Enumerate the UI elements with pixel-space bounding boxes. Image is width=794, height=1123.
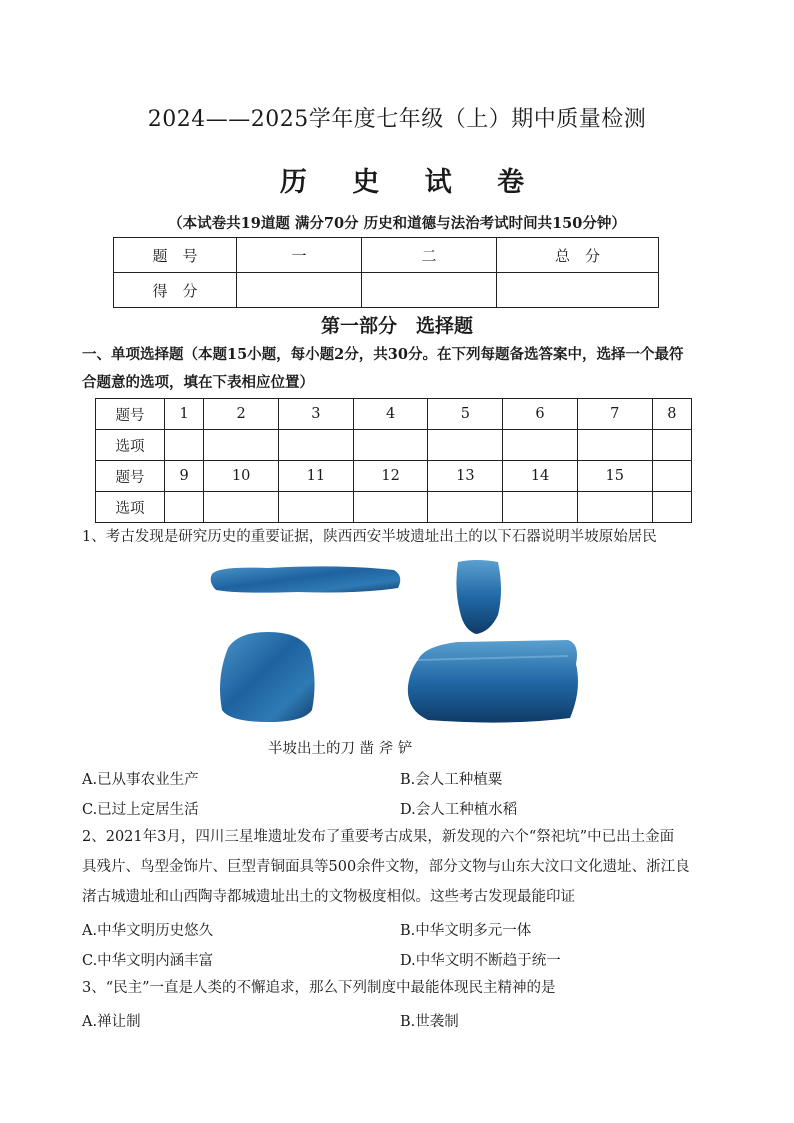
stone-knife [211,566,401,592]
answer-cell[interactable] [353,430,428,461]
table-cell: 2 [204,399,279,430]
table-cell: 11 [279,461,354,492]
stone-chisel [456,560,501,634]
table-row [96,399,692,430]
question-1-stem: 1、考古发现是研究历史的重要证据，陕西西安半坡遗址出土的以下石器说明半坡原始居民 [82,529,657,545]
answer-cell[interactable] [279,492,354,523]
stone-axe [220,632,315,722]
table-cell: 7 [577,399,652,430]
table-cell: 二 [362,238,497,273]
answer-cell[interactable] [204,430,279,461]
answer-cell[interactable] [279,430,354,461]
q2-option-d[interactable]: D.中华文明不断趋于统一 [400,953,561,969]
table-cell: 15 [577,461,652,492]
table-row [96,461,692,492]
table-cell: 总 分 [497,238,659,273]
table-cell: 题号 [96,399,165,430]
score-input-cell[interactable] [237,273,362,308]
q3-option-b[interactable]: B.世袭制 [400,1014,459,1030]
table-row [96,430,692,461]
table-cell: 选项 [96,492,165,523]
answer-cell[interactable] [165,430,204,461]
q2-option-c[interactable]: C.中华文明内涵丰富 [82,953,214,969]
instructions-line-1: 一、单项选择题（本题15小题，每小题2分，共30分。在下列每题备选答案中，选择一个最符 [82,346,684,363]
table-cell: 14 [503,461,578,492]
stone-tools-illustration [208,560,768,735]
answer-cell[interactable] [503,430,578,461]
answer-cell[interactable] [577,430,652,461]
table-cell: 9 [165,461,204,492]
question-2-line-1: 2、2021年3月，四川三星堆遗址发布了重要考古成果，新发现的六个“祭祀坑”中已出土金面 [82,829,675,845]
table-row [96,492,692,523]
answer-cell[interactable] [428,492,503,523]
score-input-cell[interactable] [362,273,497,308]
table-cell: 4 [353,399,428,430]
stone-spade [408,640,578,723]
table-cell: 3 [279,399,354,430]
answer-cell[interactable] [204,492,279,523]
score-table [113,237,659,308]
answer-table [95,398,692,523]
question-3-stem: 3、“民主”一直是人类的不懈追求，那么下列制度中最能体现民主精神的是 [82,980,556,996]
table-row [114,238,659,273]
answer-cell[interactable] [165,492,204,523]
table-cell: 一 [237,238,362,273]
table-cell [652,461,691,492]
table-cell: 13 [428,461,503,492]
q2-option-b[interactable]: B.中华文明多元一体 [400,923,532,939]
table-cell: 得 分 [114,273,237,308]
subject-title: 历 史 试 卷 [279,167,543,198]
table-cell: 8 [652,399,691,430]
table-cell: 6 [503,399,578,430]
q1-option-d[interactable]: D.会人工种植水稻 [400,802,518,818]
answer-cell[interactable] [503,492,578,523]
answer-cell[interactable] [353,492,428,523]
table-cell: 5 [428,399,503,430]
table-cell: 12 [353,461,428,492]
score-input-cell[interactable] [497,273,659,308]
table-cell: 10 [204,461,279,492]
section-title: 第一部分 选择题 [320,315,473,337]
q1-option-a[interactable]: A.已从事农业生产 [82,772,199,788]
answer-cell[interactable] [577,492,652,523]
q3-option-a[interactable]: A.禅让制 [82,1014,141,1030]
question-2-line-3: 渚古城遗址和山西陶寺都城遗址出土的文物极度相似。这些考古发现最能印证 [82,889,575,905]
exam-note: （本试卷共19道题 满分70分 历史和道德与法治考试时间共150分钟） [168,215,626,232]
table-cell: 题 号 [114,238,237,273]
answer-cell[interactable] [652,430,691,461]
exam-title: 2024——2025学年度七年级（上）期中质量检测 [147,107,647,132]
table-cell: 1 [165,399,204,430]
q1-option-b[interactable]: B.会人工种植粟 [400,772,503,788]
q1-option-c[interactable]: C.已过上定居生活 [82,802,199,818]
table-cell: 选项 [96,430,165,461]
stone-tools-figure [208,560,768,735]
question-2-line-2: 具残片、鸟型金饰片、巨型青铜面具等500余件文物，部分文物与山东大汶口文化遗址、浙江良 [82,859,690,875]
answer-cell[interactable] [652,492,691,523]
table-row [114,273,659,308]
figure-caption: 半坡出土的刀 凿 斧 铲 [268,741,413,757]
instructions-line-2: 合题意的选项，填在下表相应位置） [82,374,314,391]
answer-cell[interactable] [428,430,503,461]
table-cell: 题号 [96,461,165,492]
q2-option-a[interactable]: A.中华文明历史悠久 [82,923,214,939]
